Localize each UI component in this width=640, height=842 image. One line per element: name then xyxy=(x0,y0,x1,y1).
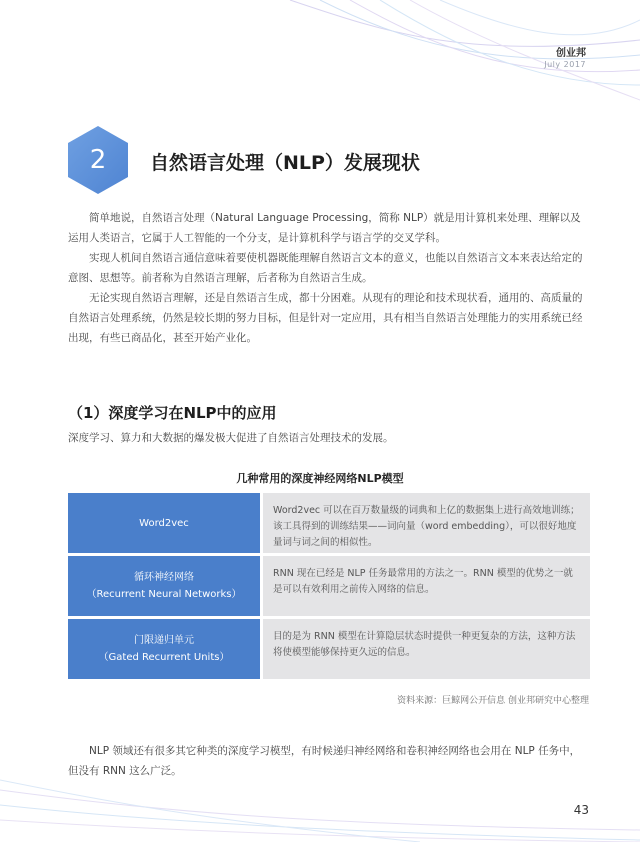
model-description: Word2vec 可以在百万数量级的词典和上亿的数据集上进行高效地训练；该工具得到的训练结果——词向量（word embedding），可以很好地度量词与词之间的相似性。 xyxy=(263,493,590,553)
paragraph-2: 实现人机间自然语言通信意味着要使机器既能理解自然语言文本的意义，也能以自然语言文本来表达给定的意图、思想等。前者称为自然语言理解，后者称为自然语言生成。 xyxy=(68,252,583,284)
closing-paragraph: NLP 领域还有很多其它种类的深度学习模型，有时候递归神经网络和卷积神经网络也会用在 NLP 任务中，但没有 RNN 这么广泛。 xyxy=(68,745,581,777)
paragraph-3: 无论实现自然语言理解，还是自然语言生成，都十分困难。从现有的理论和技术现状看，通用的、高质量的自然语言处理系统，仍然是较长期的努力目标，但是针对一定应用，具有相当自然语言处理能力的实用系统已经出现，有些已商品化，甚至开始产业化。 xyxy=(68,292,583,344)
table-row xyxy=(68,493,590,553)
magazine-brand xyxy=(544,48,586,70)
brand-name: 创业邦 xyxy=(556,48,586,59)
model-name-english: （Recurrent Neural Networks） xyxy=(86,589,242,600)
subsection-intro: 深度学习、算力和大数据的爆发极大促进了自然语言处理技术的发展。 xyxy=(68,432,394,444)
paragraph-1: 简单地说，自然语言处理（Natural Language Processing，简称 NLP）就是用计算机来处理、理解以及运用人类语言，它属于人工智能的一个分支，是计算机科学与语言学的交叉学科。 xyxy=(68,212,581,244)
issue-date: July 2017 xyxy=(544,60,586,69)
page-number: 43 xyxy=(573,803,589,817)
model-description: 目的是为 RNN 模型在计算隐层状态时提供一种更复杂的方法，这种方法将使模型能够保持更久远的信息。 xyxy=(263,619,590,679)
table-row xyxy=(68,619,590,679)
subsection-title: （1）深度学习在NLP中的应用 xyxy=(68,404,277,422)
table-row xyxy=(68,556,590,616)
table-source: 资料来源：巨鲸网公开信息 创业邦研究中心整理 xyxy=(397,696,589,706)
model-name: 门限递归单元 xyxy=(134,635,194,646)
section-number: 2 xyxy=(89,145,107,175)
models-table xyxy=(68,493,590,682)
table-title: 几种常用的深度神经网络NLP模型 xyxy=(236,472,404,485)
model-name: Word2vec xyxy=(139,517,189,529)
model-name-cell xyxy=(68,619,260,679)
model-name-english: （Gated Recurrent Units） xyxy=(98,652,230,663)
section-title: 自然语言处理（NLP）发展现状 xyxy=(150,152,420,174)
model-name: 循环神经网络 xyxy=(134,572,194,583)
model-description: RNN 现在已经是 NLP 任务最常用的方法之一。RNN 模型的优势之一就是可以有效利用之前传入网络的信息。 xyxy=(263,556,590,616)
model-name-cell xyxy=(68,556,260,616)
model-name-cell xyxy=(68,493,260,553)
